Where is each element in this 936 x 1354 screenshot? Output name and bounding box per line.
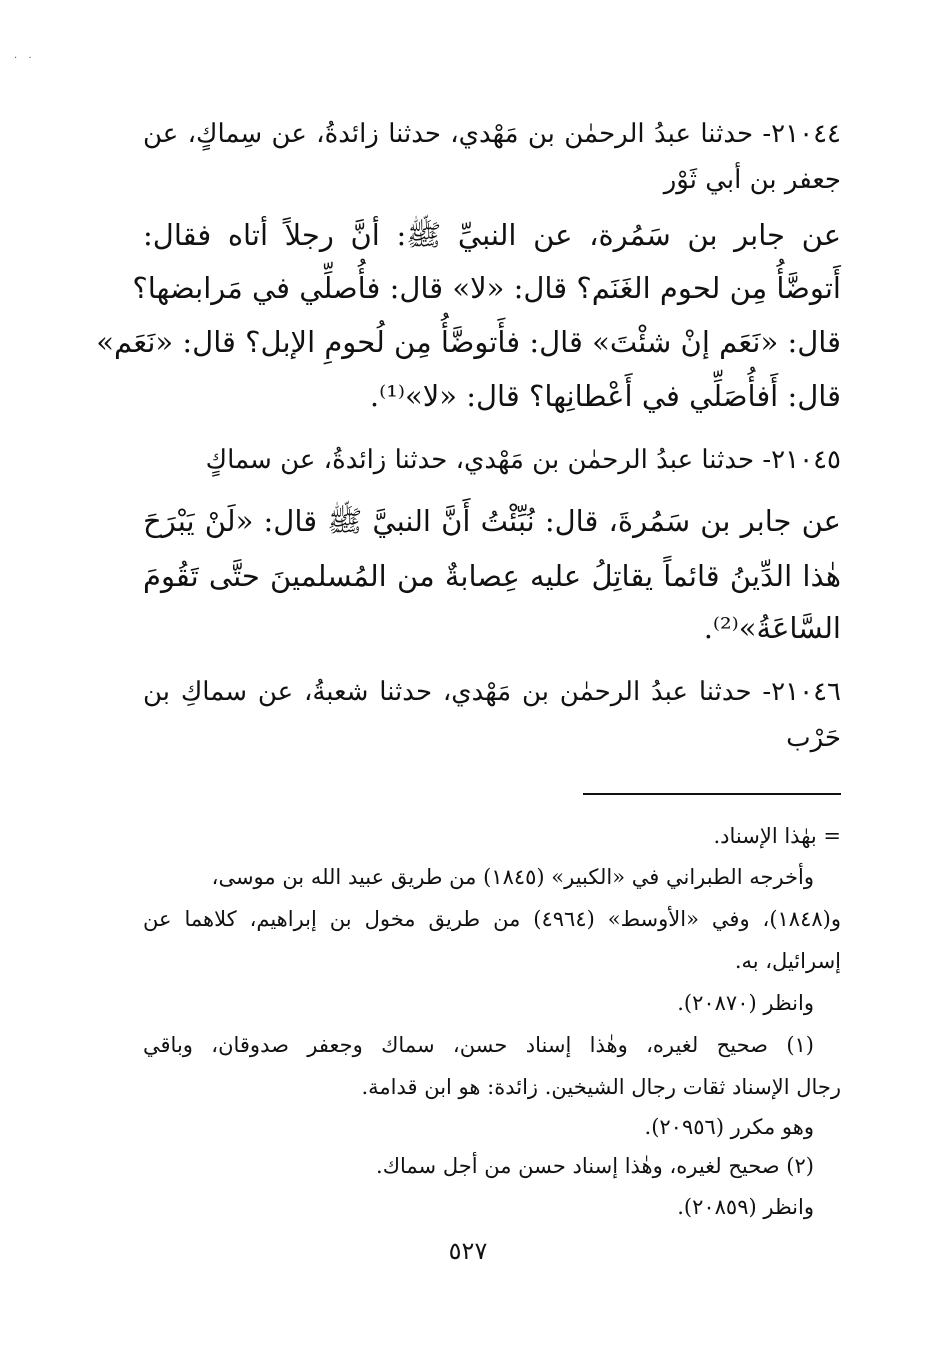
footnote-line: وانظر (٢٠٨٧٠). [677, 991, 814, 1015]
matn-21045-line-2: هٰذا الدِّينُ قائماً يقاتِلُ عليه عِصابةٌ من المُسلمينَ حتَّى تَقُومَ [143, 559, 841, 593]
footnote-line: وهو مكرر (٢٠٩٥٦). [644, 1115, 814, 1139]
isnad-21046-line-1: ٢١٠٤٦- حدثنا عبدُ الرحمٰن بن مَهْدي، حدثنا شعبةُ، عن سماكِ بن [143, 677, 841, 707]
footnote-separator [583, 793, 841, 795]
isnad-21044-line-2: جعفر بن أبي ثَوْر [663, 165, 841, 195]
footnote-line: (٢) صحيح لغيره، وهٰذا إسناد حسن من أجل سماك. [376, 1154, 814, 1178]
footnote-line: = بهٰذا الإسناد. [713, 824, 841, 848]
footnote-line: إسرائيل، به. [734, 949, 841, 973]
isnad-21045-line-1: ٢١٠٤٥- حدثنا عبدُ الرحمٰن بن مَهْدي، حدثنا زائدةُ، عن سماكٍ [205, 445, 841, 475]
matn-21044-line-2: أَتوضَّأُ مِن لحوم الغَنَم؟ قال: «لا» قال: فأُصلِّي في مَرابضها؟ [132, 271, 841, 305]
matn-21045-line-3: السَّاعَةُ»⁽²⁾. [703, 611, 841, 645]
matn-21045-line-1: عن جابر بن سَمُرةَ، قال: نُبِّئْتُ أَنَّ النبيَّ ﷺ قال: «لَنْ يَبْرَحَ [143, 504, 841, 538]
isnad-21044-line-1: ٢١٠٤٤- حدثنا عبدُ الرحمٰن بن مَهْدي، حدثنا زائدةُ، عن سِماكٍ، عن [143, 119, 841, 149]
footnote-line: رجال الإسناد ثقات رجال الشيخين. زائدة: هو ابن قدامة. [361, 1075, 841, 1099]
scan-specks: . . [14, 50, 36, 61]
matn-21044-line-3: قال: «نَعَم إنْ شئْتَ» قال: فأَتوضَّأُ مِن لُحومِ الإبل؟ قال: «نَعَم» [96, 325, 841, 359]
footnote-line: (١) صحيح لغيره، وهٰذا إسناد حسن، سماك وجعفر صدوقان، وباقي [143, 1033, 814, 1057]
matn-21044-line-1: عن جابر بن سَمُرة، عن النبيِّ ﷺ: أنَّ رجلاً أتاه فقال: [143, 218, 841, 252]
isnad-21046-line-2: حَرْب [786, 723, 841, 753]
footnote-line: و(١٨٤٨)، وفي «الأوسط» (٤٩٦٤) من طريق مخول بن إبراهيم، كلاهما عن [143, 907, 841, 931]
footnote-line: وأخرجه الطبراني في «الكبير» (١٨٤٥) من طريق عبيد الله بن موسى، [211, 865, 814, 889]
matn-21044-line-4: قال: أَفأُصَلِّي في أَعْطانِها؟ قال: «لا»⁽¹⁾. [369, 379, 841, 413]
footnote-line: وانظر (٢٠٨٥٩). [677, 1195, 814, 1219]
page-number: ٥٢٧ [448, 1237, 488, 1265]
